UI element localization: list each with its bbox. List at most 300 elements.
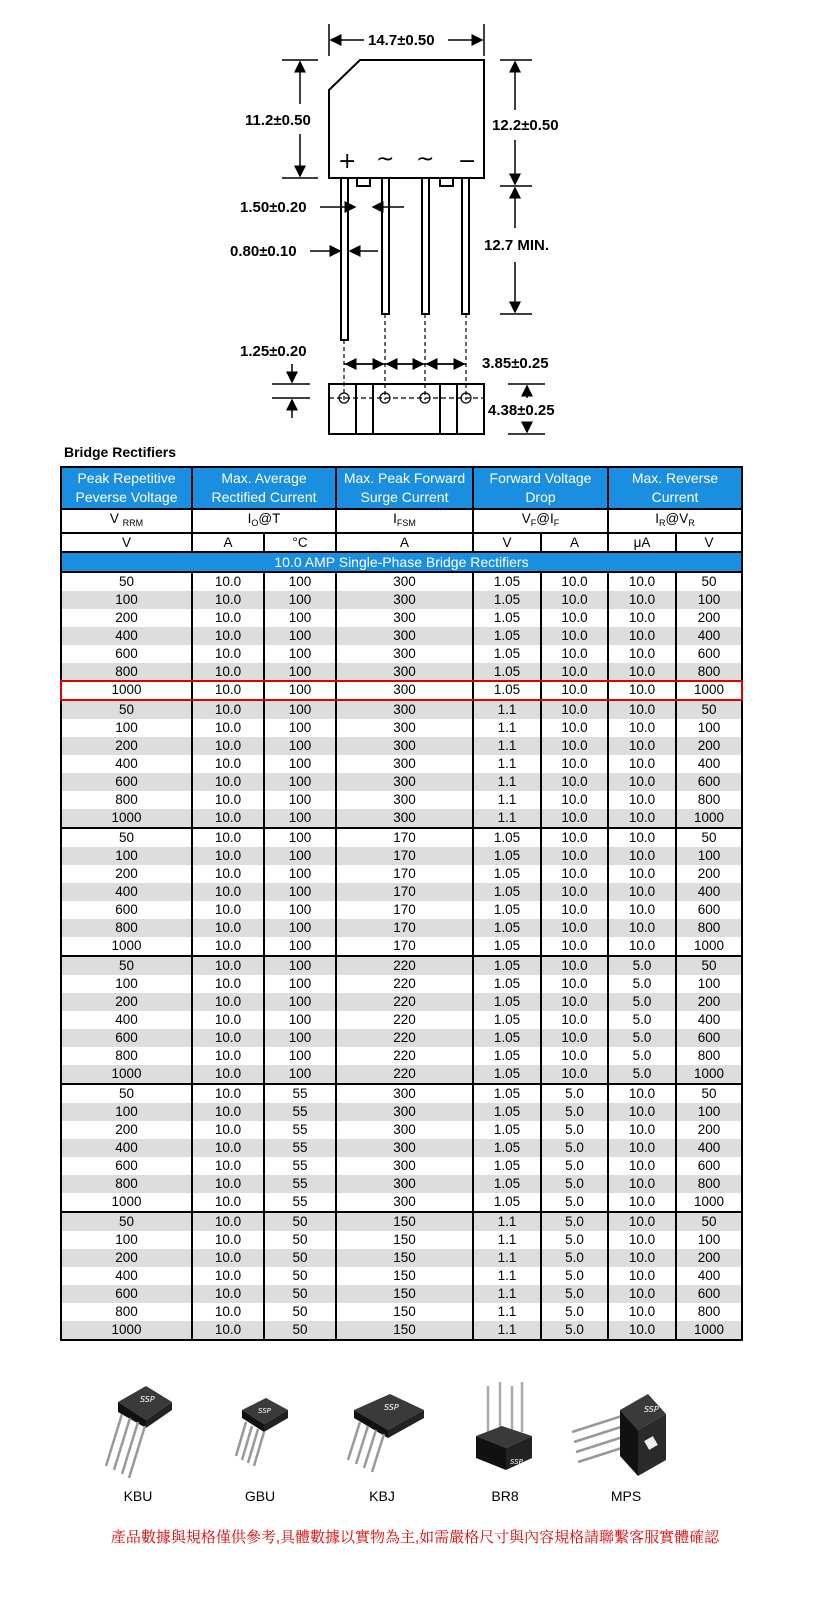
- table-cell: 1.05: [473, 919, 541, 937]
- table-cell: 10.0: [192, 1285, 264, 1303]
- header-vf: Forward Voltage Drop: [473, 467, 608, 509]
- table-cell: 1.05: [473, 1121, 541, 1139]
- polarity-minus: −: [458, 149, 477, 174]
- table-cell: 1.05: [473, 937, 541, 956]
- table-cell: 1.05: [473, 1175, 541, 1193]
- symbol-io: $I_O@T$: [192, 509, 336, 533]
- table-cell: 1.1: [473, 1321, 541, 1340]
- table-cell: 1.05: [473, 645, 541, 663]
- table-cell: 300: [336, 627, 473, 645]
- table-cell: 300: [336, 791, 473, 809]
- table-cell: 5.0: [608, 1065, 676, 1084]
- header-vrrm: Peak Repetitive Peverse Voltage: [61, 467, 192, 509]
- table-cell: 100: [676, 847, 742, 865]
- lead-2: [382, 178, 389, 314]
- table-cell: 10.0: [608, 883, 676, 901]
- table-cell: 50: [264, 1321, 336, 1340]
- table-cell: 200: [676, 609, 742, 627]
- table-cell: 100: [264, 975, 336, 993]
- table-cell: 100: [264, 993, 336, 1011]
- table-cell: 10.0: [608, 1285, 676, 1303]
- dim-bottom-pitch: 3.85±0.25: [482, 355, 549, 372]
- table-cell: 10.0: [608, 1321, 676, 1340]
- table-cell: 1.05: [473, 681, 541, 700]
- table-cell: 300: [336, 719, 473, 737]
- table-cell: 150: [336, 1212, 473, 1231]
- table-cell: 5.0: [608, 1047, 676, 1065]
- table-cell: 1.05: [473, 1047, 541, 1065]
- table-cell: 5.0: [541, 1193, 608, 1212]
- table-cell: 220: [336, 956, 473, 975]
- table-cell: 1.05: [473, 627, 541, 645]
- table-cell: 100: [676, 1103, 742, 1121]
- table-cell: 1.1: [473, 719, 541, 737]
- table-cell: 400: [676, 883, 742, 901]
- table-cell: 10.0: [541, 755, 608, 773]
- table-row: [61, 627, 742, 645]
- bottom-view-outline: [329, 384, 484, 434]
- table-cell: 55: [264, 1121, 336, 1139]
- table-cell: 10.0: [192, 1047, 264, 1065]
- table-cell: 10.0: [192, 627, 264, 645]
- table-cell: 10.0: [541, 700, 608, 719]
- header-io: Max. Average Rectified Current: [192, 467, 336, 509]
- table-cell: 200: [676, 1121, 742, 1139]
- table-row: [61, 883, 742, 901]
- table-cell: 220: [336, 1047, 473, 1065]
- table-cell: 100: [264, 956, 336, 975]
- table-cell: 10.0: [541, 809, 608, 828]
- table-cell: 300: [336, 809, 473, 828]
- table-cell: 5.0: [608, 993, 676, 1011]
- table-cell: 55: [264, 1084, 336, 1103]
- polarity-plus: +: [338, 149, 357, 174]
- table-cell: 50: [61, 700, 192, 719]
- table-cell: 10.0: [608, 1303, 676, 1321]
- table-cell: 10.0: [192, 719, 264, 737]
- table-cell: 100: [264, 627, 336, 645]
- kbu-package-icon: [100, 1380, 180, 1480]
- table-cell: 600: [61, 645, 192, 663]
- table-cell: 800: [61, 791, 192, 809]
- table-cell: 10.0: [541, 1047, 608, 1065]
- table-cell: 10.0: [541, 681, 608, 700]
- unit-cell: A: [541, 533, 608, 552]
- table-cell: 10.0: [608, 1175, 676, 1193]
- table-row: [61, 572, 742, 591]
- table-cell: 10.0: [608, 700, 676, 719]
- dim-foot: 1.25±0.20: [240, 343, 307, 360]
- table-row: [61, 1231, 742, 1249]
- table-cell: 300: [336, 591, 473, 609]
- table-row: [61, 937, 742, 956]
- dim-lead-width: 0.80±0.10: [230, 243, 297, 260]
- table-cell: 1.05: [473, 1011, 541, 1029]
- table-cell: 10.0: [192, 1157, 264, 1175]
- table-cell: 1000: [676, 681, 742, 700]
- table-cell: 800: [676, 791, 742, 809]
- table-cell: 5.0: [541, 1321, 608, 1340]
- table-cell: 300: [336, 773, 473, 791]
- table-cell: 100: [676, 719, 742, 737]
- table-cell: 5.0: [541, 1175, 608, 1193]
- table-cell: 55: [264, 1139, 336, 1157]
- table-cell: 50: [61, 1084, 192, 1103]
- table-cell: 300: [336, 645, 473, 663]
- table-cell: 1.05: [473, 1065, 541, 1084]
- table-cell: 10.0: [192, 1267, 264, 1285]
- table-cell: 1000: [676, 937, 742, 956]
- table-cell: 100: [264, 809, 336, 828]
- table-row: [61, 1285, 742, 1303]
- table-cell: 200: [61, 865, 192, 883]
- table-cell: 50: [676, 700, 742, 719]
- table-cell: 5.0: [608, 975, 676, 993]
- table-cell: 10.0: [541, 937, 608, 956]
- table-row: [61, 1047, 742, 1065]
- table-cell: 10.0: [608, 919, 676, 937]
- polarity-ac-1: ~: [376, 147, 395, 172]
- table-cell: 170: [336, 901, 473, 919]
- table-cell: 10.0: [608, 901, 676, 919]
- table-cell: 1.05: [473, 1029, 541, 1047]
- table-cell: 300: [336, 663, 473, 681]
- table-cell: 800: [676, 1047, 742, 1065]
- table-row: [61, 1157, 742, 1175]
- table-cell: 5.0: [541, 1212, 608, 1231]
- table-cell: 10.0: [608, 609, 676, 627]
- table-cell: 1.05: [473, 956, 541, 975]
- table-row: [61, 956, 742, 975]
- table-cell: 100: [264, 755, 336, 773]
- table-row: [61, 1084, 742, 1103]
- table-cell: 1.1: [473, 700, 541, 719]
- table-cell: 170: [336, 828, 473, 847]
- table-row: [61, 847, 742, 865]
- table-cell: 600: [61, 901, 192, 919]
- table-cell: 300: [336, 1193, 473, 1212]
- table-cell: 55: [264, 1175, 336, 1193]
- table-cell: 100: [61, 719, 192, 737]
- package-label-mps: MPS: [610, 1488, 642, 1504]
- table-cell: 10.0: [541, 591, 608, 609]
- table-cell: 400: [676, 755, 742, 773]
- table-cell: 100: [264, 828, 336, 847]
- table-cell: 300: [336, 681, 473, 700]
- symbol-ir: $I_R@V_R$: [608, 509, 742, 533]
- table-cell: 10.0: [192, 901, 264, 919]
- table-cell: 10.0: [192, 773, 264, 791]
- table-cell: 10.0: [541, 993, 608, 1011]
- table-cell: 600: [676, 773, 742, 791]
- table-cell: 10.0: [541, 901, 608, 919]
- table-cell: 220: [336, 975, 473, 993]
- table-row: [61, 737, 742, 755]
- table-cell: 220: [336, 993, 473, 1011]
- table-cell: 10.0: [192, 645, 264, 663]
- table-cell: 1000: [676, 1065, 742, 1084]
- table-cell: 5.0: [541, 1285, 608, 1303]
- symbol-ifsm: $I_{FSM}$: [336, 509, 473, 533]
- table-cell: 150: [336, 1321, 473, 1340]
- svg-text:SSP: SSP: [644, 1405, 659, 1414]
- table-cell: 170: [336, 919, 473, 937]
- table-cell: 10.0: [608, 773, 676, 791]
- table-cell: 10.0: [192, 1121, 264, 1139]
- table-cell: 10.0: [192, 993, 264, 1011]
- table-cell: 200: [61, 1249, 192, 1267]
- table-cell: 10.0: [541, 609, 608, 627]
- table-row: [61, 1011, 742, 1029]
- table-cell: 10.0: [541, 883, 608, 901]
- table-cell: 10.0: [192, 1303, 264, 1321]
- table-cell: 170: [336, 865, 473, 883]
- table-cell: 10.0: [192, 956, 264, 975]
- table-cell: 400: [61, 883, 192, 901]
- table-cell: 1000: [676, 809, 742, 828]
- table-row: [61, 700, 742, 719]
- table-cell: 10.0: [541, 847, 608, 865]
- table-cell: 300: [336, 1175, 473, 1193]
- table-cell: 10.0: [541, 956, 608, 975]
- package-label-gbu: GBU: [244, 1488, 276, 1504]
- table-cell: 10.0: [608, 1231, 676, 1249]
- table-row: [61, 609, 742, 627]
- table-cell: 1.05: [473, 1193, 541, 1212]
- table-cell: 50: [676, 1212, 742, 1231]
- table-cell: 5.0: [541, 1103, 608, 1121]
- unit-row: [61, 533, 742, 552]
- symbol-vrrm: V $_{RRM}$: [61, 509, 192, 533]
- table-cell: 10.0: [541, 919, 608, 937]
- table-cell: 10.0: [608, 828, 676, 847]
- table-cell: 220: [336, 1029, 473, 1047]
- table-cell: 1000: [676, 1321, 742, 1340]
- table-cell: 10.0: [541, 1029, 608, 1047]
- table-cell: 100: [61, 591, 192, 609]
- table-cell: 50: [61, 572, 192, 591]
- table-cell: 10.0: [541, 572, 608, 591]
- table-row: [61, 663, 742, 681]
- table-cell: 1.05: [473, 609, 541, 627]
- svg-text:SSP: SSP: [384, 1403, 399, 1412]
- table-cell: 50: [676, 956, 742, 975]
- table-cell: 200: [61, 737, 192, 755]
- table-cell: 10.0: [541, 1011, 608, 1029]
- table-cell: 10.0: [192, 883, 264, 901]
- table-cell: 300: [336, 1139, 473, 1157]
- table-cell: 1.1: [473, 791, 541, 809]
- table-cell: 55: [264, 1193, 336, 1212]
- table-cell: 150: [336, 1285, 473, 1303]
- table-cell: 100: [264, 901, 336, 919]
- table-cell: 220: [336, 1065, 473, 1084]
- table-row: [61, 591, 742, 609]
- table-cell: 10.0: [608, 1103, 676, 1121]
- table-cell: 10.0: [541, 627, 608, 645]
- table-cell: 1.05: [473, 663, 541, 681]
- table-cell: 150: [336, 1303, 473, 1321]
- table-cell: 400: [61, 1267, 192, 1285]
- table-cell: 200: [61, 1121, 192, 1139]
- table-cell: 1.05: [473, 828, 541, 847]
- table-cell: 10.0: [608, 809, 676, 828]
- lead-3: [422, 178, 429, 314]
- section-row: [61, 552, 742, 572]
- table-cell: 100: [264, 681, 336, 700]
- table-cell: 10.0: [541, 719, 608, 737]
- table-cell: 100: [264, 1011, 336, 1029]
- table-row: [61, 719, 742, 737]
- table-cell: 10.0: [192, 755, 264, 773]
- table-cell: 10.0: [192, 919, 264, 937]
- dim-width: 14.7±0.50: [368, 32, 435, 49]
- table-cell: 55: [264, 1103, 336, 1121]
- table-row: [61, 1303, 742, 1321]
- table-cell: 800: [61, 1047, 192, 1065]
- table-cell: 10.0: [192, 1321, 264, 1340]
- table-cell: 1000: [61, 1065, 192, 1084]
- table-cell: 800: [676, 1175, 742, 1193]
- table-row: [61, 773, 742, 791]
- table-cell: 100: [264, 572, 336, 591]
- table-cell: 5.0: [541, 1231, 608, 1249]
- table-cell: 200: [676, 1249, 742, 1267]
- table-row: [61, 828, 742, 847]
- dim-height-left: 11.2±0.50: [245, 112, 311, 129]
- table-cell: 100: [264, 700, 336, 719]
- table-cell: 10.0: [608, 1212, 676, 1231]
- package-label-br8: BR8: [491, 1488, 519, 1504]
- table-cell: 100: [264, 865, 336, 883]
- table-cell: 10.0: [608, 627, 676, 645]
- spec-table: [60, 466, 743, 1341]
- table-cell: 300: [336, 700, 473, 719]
- table-cell: 50: [676, 572, 742, 591]
- table-cell: 1.05: [473, 591, 541, 609]
- table-cell: 10.0: [192, 681, 264, 700]
- table-cell: 10.0: [541, 828, 608, 847]
- table-cell: 800: [61, 663, 192, 681]
- table-cell: 100: [264, 645, 336, 663]
- table-cell: 10.0: [192, 1029, 264, 1047]
- table-row: [61, 645, 742, 663]
- table-cell: 10.0: [192, 1084, 264, 1103]
- table-cell: 50: [61, 1212, 192, 1231]
- table-cell: 100: [264, 737, 336, 755]
- table-cell: 800: [61, 1175, 192, 1193]
- table-cell: 400: [61, 755, 192, 773]
- table-cell: 10.0: [541, 791, 608, 809]
- table-cell: 200: [676, 737, 742, 755]
- table-row: [61, 1212, 742, 1231]
- table-cell: 10.0: [608, 865, 676, 883]
- table-cell: 100: [61, 1103, 192, 1121]
- table-cell: 50: [264, 1231, 336, 1249]
- table-cell: 600: [61, 1029, 192, 1047]
- table-row: [61, 865, 742, 883]
- table-cell: 10.0: [192, 1249, 264, 1267]
- table-cell: 600: [676, 1285, 742, 1303]
- table-cell: 50: [61, 956, 192, 975]
- table-cell: 200: [61, 993, 192, 1011]
- table-cell: 1.05: [473, 1139, 541, 1157]
- table-cell: 1.05: [473, 865, 541, 883]
- table-cell: 400: [676, 627, 742, 645]
- table-cell: 1.05: [473, 901, 541, 919]
- table-cell: 100: [61, 847, 192, 865]
- table-cell: 800: [676, 663, 742, 681]
- table-cell: 100: [264, 1065, 336, 1084]
- table-cell: 800: [676, 919, 742, 937]
- dim-lead-pitch: 1.50±0.20: [240, 199, 307, 216]
- table-cell: 10.0: [608, 663, 676, 681]
- table-row: [61, 1267, 742, 1285]
- table-cell: 150: [336, 1249, 473, 1267]
- table-row: [61, 919, 742, 937]
- kbj-package-icon: [340, 1380, 430, 1475]
- table-cell: 10.0: [541, 865, 608, 883]
- table-cell: 150: [336, 1267, 473, 1285]
- table-cell: 1000: [61, 681, 192, 700]
- table-cell: 600: [61, 1157, 192, 1175]
- highlighted-row-marker: [60, 680, 743, 701]
- br8-package-icon: [470, 1380, 540, 1480]
- unit-cell: μA: [608, 533, 676, 552]
- table-cell: 50: [61, 828, 192, 847]
- table-row: [61, 993, 742, 1011]
- table-cell: 10.0: [192, 809, 264, 828]
- unit-cell: V: [473, 533, 541, 552]
- table-cell: 400: [676, 1011, 742, 1029]
- table-cell: 10.0: [192, 663, 264, 681]
- table-cell: 100: [264, 919, 336, 937]
- table-cell: 1.05: [473, 1103, 541, 1121]
- table-cell: 1.05: [473, 883, 541, 901]
- svg-text:SSP: SSP: [258, 1407, 271, 1415]
- table-cell: 10.0: [192, 1103, 264, 1121]
- table-row: [61, 901, 742, 919]
- table-cell: 5.0: [541, 1121, 608, 1139]
- table-cell: 10.0: [608, 937, 676, 956]
- package-label-kbu: KBU: [123, 1488, 153, 1504]
- table-cell: 600: [676, 901, 742, 919]
- table-cell: 400: [61, 627, 192, 645]
- table-cell: 300: [336, 572, 473, 591]
- header-ir: Max. Reverse Current: [608, 467, 742, 509]
- table-cell: 10.0: [192, 1011, 264, 1029]
- table-cell: 1.1: [473, 1303, 541, 1321]
- table-cell: 50: [264, 1285, 336, 1303]
- table-cell: 100: [264, 883, 336, 901]
- table-cell: 5.0: [541, 1249, 608, 1267]
- table-cell: 1.05: [473, 1157, 541, 1175]
- table-cell: 1.05: [473, 847, 541, 865]
- table-cell: 10.0: [192, 937, 264, 956]
- table-cell: 10.0: [541, 737, 608, 755]
- header-ifsm: Max. Peak Forward Surge Current: [336, 467, 473, 509]
- table-cell: 10.0: [608, 681, 676, 700]
- unit-cell: V: [676, 533, 742, 552]
- table-cell: 10.0: [608, 572, 676, 591]
- table-cell: 5.0: [608, 1011, 676, 1029]
- table-cell: 10.0: [608, 1084, 676, 1103]
- table-cell: 10.0: [192, 572, 264, 591]
- dim-lead-length: 12.7 MIN.: [484, 237, 550, 254]
- table-cell: 1.1: [473, 1249, 541, 1267]
- table-cell: 100: [264, 663, 336, 681]
- table-cell: 10.0: [541, 645, 608, 663]
